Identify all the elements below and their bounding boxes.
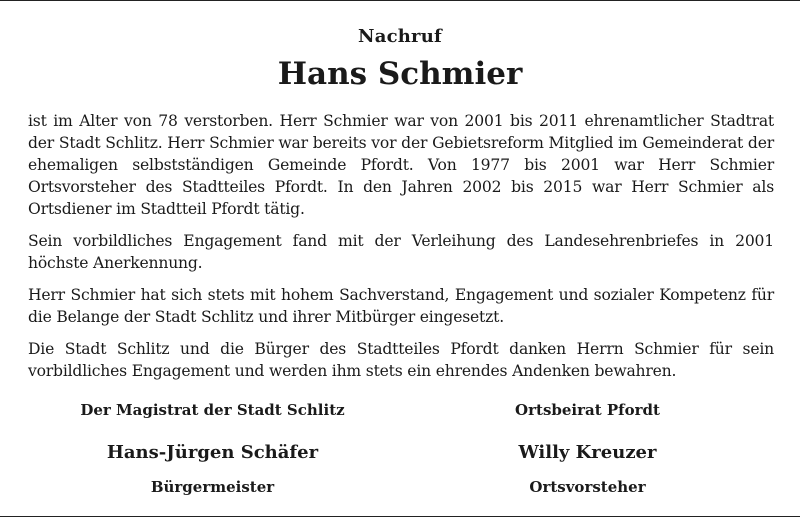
body-paragraph: Die Stadt Schlitz und die Bürger des Stadtteiles Pfordt danken Herrn Schmier für sein vorbildliches Engagement und werden ihm stets ein ehrendes Andenken bewahren.	[28, 340, 774, 380]
signature-organization: Der Magistrat der Stadt Schlitz	[80, 401, 345, 419]
body-paragraph: Sein vorbildliches Engagement fand mit der Verleihung des Landesehrenbriefes in 2001 höchste Anerkennung.	[28, 232, 774, 272]
signature-person: Willy Kreuzer	[518, 442, 657, 463]
body-paragraph: Herr Schmier hat sich stets mit hohem Sachverstand, Engagement und sozialer Kompetenz für die Belange der Stadt Schlitz und ihrer Mitbürger eingesetzt.	[28, 286, 774, 326]
signature-role: Ortsvorsteher	[529, 478, 646, 496]
signature-person: Hans-Jürgen Schäfer	[106, 442, 319, 463]
notice-body	[28, 110, 774, 392]
signature-role: Bürgermeister	[150, 478, 275, 496]
deceased-name: Hans Schmier	[277, 56, 523, 92]
body-paragraph: ist im Alter von 78 verstorben. Herr Schmier war von 2001 bis 2011 ehrenamtlicher Stadtrat der Stadt Schlitz. Herr Schmier war bereits vor der Gebietsreform Mitglied im Gemeinderat der ehemaligen selbstständigen Gemeinde Pfordt. Von 1977 bis 2001 war Herr Schmier Ortsvorsteher des Stadtteiles Pfordt. In den Jahren 2002 bis 2015 war Herr Schmier als Ortsdiener im Stadtteil Pfordt tätig.	[28, 112, 774, 218]
signature-organization: Ortsbeirat Pfordt	[515, 401, 660, 419]
notice-label: Nachruf	[358, 26, 442, 47]
signature-block-magistrat	[40, 400, 385, 497]
signature-block-ortsbeirat	[410, 400, 765, 497]
